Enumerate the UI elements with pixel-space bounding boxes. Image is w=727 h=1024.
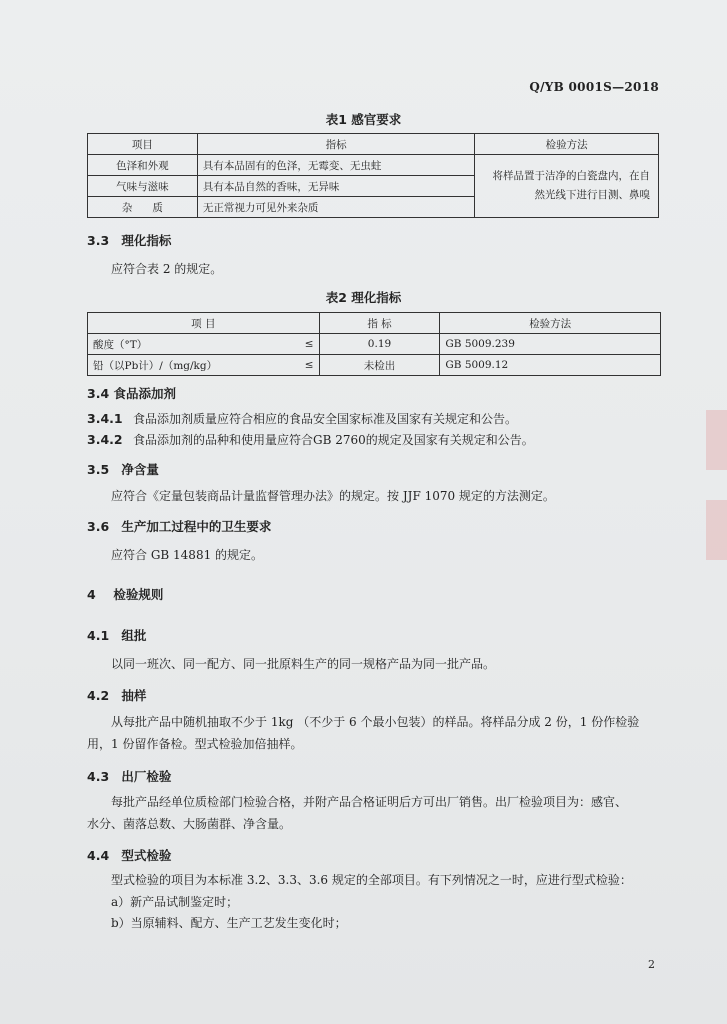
section-number: 3.5 bbox=[87, 462, 110, 477]
section-4-2-text-line1: 从每批产品中随机抽取不少于 1kg （不少于 6 个最小包装）的样品。将样品分成 2 份，1 份作检验 bbox=[111, 715, 640, 729]
section-title: 净含量 bbox=[121, 462, 159, 477]
section-title: 型式检验 bbox=[121, 848, 172, 863]
section-3-5-text: 应符合《定量包装商品计量监督管理办法》的规定。按 JJF 1070 规定的方法测定。 bbox=[111, 489, 555, 503]
standard-number: Q/YB 0001S—2018 bbox=[529, 80, 659, 94]
clause-text: 食品添加剂的品种和使用量应符合GB 2760的规定及国家有关规定和公告。 bbox=[133, 433, 534, 447]
section-number: 3.6 bbox=[87, 519, 110, 534]
table2-cell: GB 5009.239 bbox=[440, 334, 661, 355]
section-3-3-text: 应符合表 2 的规定。 bbox=[111, 262, 223, 276]
clause-3-4-2 bbox=[87, 431, 534, 448]
table2-header-method: 检验方法 bbox=[440, 313, 661, 334]
table1-cell: 气味与滋味 bbox=[88, 176, 198, 197]
table1-cell: 色泽和外观 bbox=[88, 155, 198, 176]
section-4-3-text-line2: 水分、菌落总数、大肠菌群、净含量。 bbox=[87, 817, 292, 831]
seal-stamp-fragment bbox=[706, 410, 727, 470]
table1-header-method: 检验方法 bbox=[475, 134, 659, 155]
table1-caption: 表1 感官要求 bbox=[325, 112, 402, 127]
table2-header-item: 项 目 bbox=[88, 313, 320, 334]
section-4-heading bbox=[87, 585, 163, 603]
section-title: 抽样 bbox=[121, 688, 147, 703]
section-4-4-text-line1: 型式检验的项目为本标准 3.2、3.3、3.6 规定的全部项目。有下列情况之一时，应进行型式检验： bbox=[111, 873, 632, 887]
section-title: 理化指标 bbox=[121, 233, 172, 248]
section-4-2-text-line2: 用，1 份留作备检。型式检验加倍抽样。 bbox=[87, 737, 303, 751]
section-3-4-heading: 3.4 食品添加剂 bbox=[87, 386, 176, 401]
page-number: 2 bbox=[648, 958, 655, 971]
section-number: 4.1 bbox=[87, 628, 110, 643]
table1-cell: 杂 质 bbox=[88, 197, 198, 218]
table2-cell: 未检出 bbox=[319, 355, 440, 376]
section-number: 4.4 bbox=[87, 848, 110, 863]
table2-cell: ≤ bbox=[287, 334, 319, 355]
section-4-3-text-line1: 每批产品经单位质检部门检验合格，并附产品合格证明后方可出厂销售。出厂检验项目为：感官、 bbox=[111, 795, 628, 809]
clause-number: 3.4.1 bbox=[87, 411, 123, 426]
section-3-3-heading bbox=[87, 231, 171, 249]
section-3-5-heading bbox=[87, 460, 159, 478]
clause-3-4-1 bbox=[87, 410, 517, 427]
table2-cell: 铅（以Pb计）/（mg/kg） bbox=[88, 355, 288, 376]
table2-cell: ≤ bbox=[287, 355, 319, 376]
list-item-a: a）新产品试制鉴定时； bbox=[111, 895, 239, 909]
section-number: 4.2 bbox=[87, 688, 110, 703]
section-number: 3.3 bbox=[87, 233, 110, 248]
section-4-1-heading bbox=[87, 626, 146, 644]
section-number: 4 bbox=[87, 587, 96, 602]
table1-header-item: 项目 bbox=[88, 134, 198, 155]
table1-cell: 无正常视力可见外来杂质 bbox=[197, 197, 474, 218]
section-3-6-heading bbox=[87, 517, 271, 535]
table1-method-cell: 将样品置于洁净的白瓷盘内，在自然光线下进行目测、鼻嗅 bbox=[475, 155, 659, 218]
table1-cell: 具有本品自然的香味，无异味 bbox=[197, 176, 474, 197]
table2-header-index: 指 标 bbox=[319, 313, 440, 334]
clause-number: 3.4.2 bbox=[87, 432, 123, 447]
section-4-1-text: 以同一班次、同一配方、同一批原料生产的同一规格产品为同一批产品。 bbox=[111, 657, 496, 671]
table1-header-index: 指标 bbox=[197, 134, 474, 155]
section-title: 出厂检验 bbox=[121, 769, 172, 784]
section-3-6-text: 应符合 GB 14881 的规定。 bbox=[111, 548, 264, 562]
table2-cell: 酸度（°T） bbox=[88, 334, 288, 355]
section-4-4-heading bbox=[87, 846, 171, 864]
section-4-3-heading bbox=[87, 767, 171, 785]
section-title: 检验规则 bbox=[113, 587, 164, 602]
table2-physicochemical bbox=[87, 312, 661, 376]
table2-cell: GB 5009.12 bbox=[440, 355, 661, 376]
list-item-b: b）当原辅料、配方、生产工艺发生变化时； bbox=[111, 916, 347, 930]
section-number: 4.3 bbox=[87, 769, 110, 784]
section-title: 组批 bbox=[121, 628, 147, 643]
table2-cell: 0.19 bbox=[319, 334, 440, 355]
clause-text: 食品添加剂质量应符合相应的食品安全国家标准及国家有关规定和公告。 bbox=[133, 412, 518, 426]
seal-stamp-fragment bbox=[706, 500, 727, 560]
section-title: 生产加工过程中的卫生要求 bbox=[121, 519, 272, 534]
table1-sensory bbox=[87, 133, 659, 218]
section-4-2-heading bbox=[87, 686, 146, 704]
table2-caption: 表2 理化指标 bbox=[325, 290, 402, 305]
table1-cell: 具有本品固有的色泽，无霉变、无虫蛀 bbox=[197, 155, 474, 176]
